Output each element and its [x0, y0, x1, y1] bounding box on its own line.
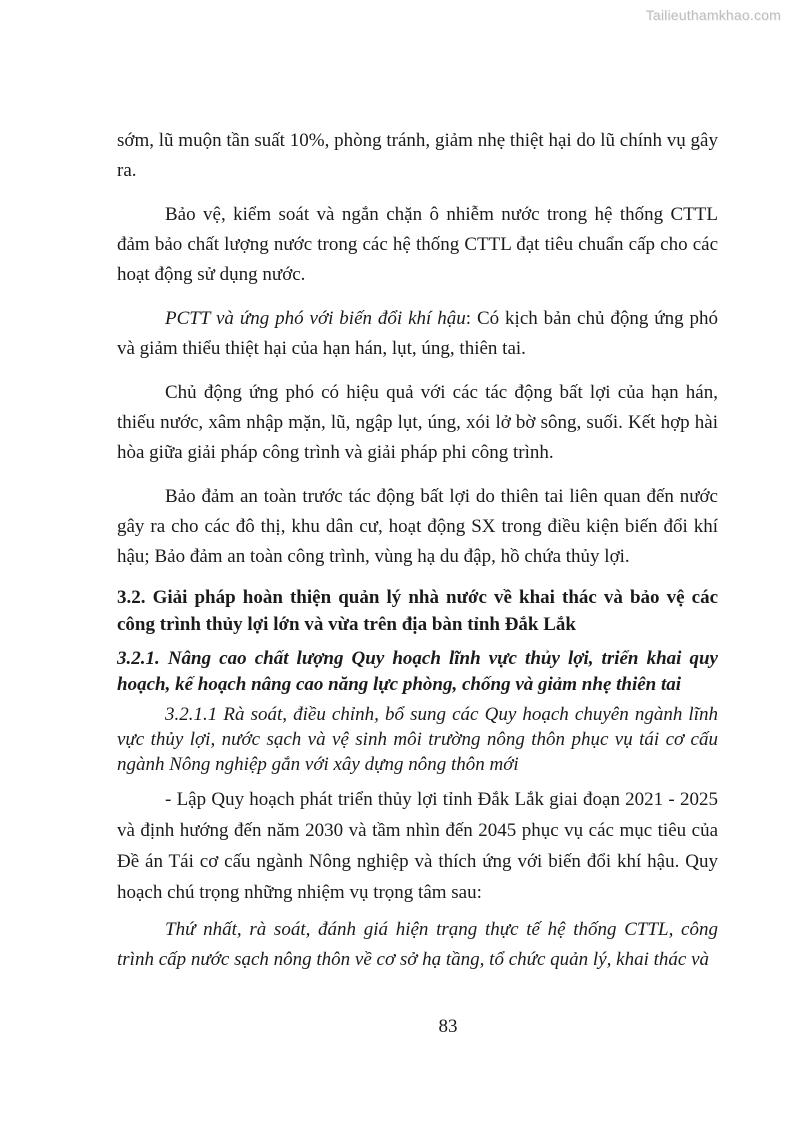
- paragraph-thu-nhat: Thứ nhất, rà soát, đánh giá hiện trạng thực tế hệ thống CTTL, công trình cấp nước sạch nông thôn về cơ sở hạ tầng, tổ chức quản lý, khai thác và: [117, 919, 718, 970]
- site-watermark: Tailieuthamkhao.com: [645, 7, 781, 23]
- paragraph-lap-quy-hoach: - Lập Quy hoạch phát triển thủy lợi tỉnh Đắk Lắk giai đoạn 2021 - 2025 và định hướng đến năm 2030 và tầm nhìn đến 2045 phục vụ các mục tiêu của Đề án Tái cơ cấu ngành Nông nghiệp và thích ứng với biến đổi khí hậu. Quy hoạch chú trọng những nhiệm vụ trọng tâm sau:: [117, 789, 718, 903]
- paragraph-flood-continuation: sớm, lũ muộn tần suất 10%, phòng tránh, giảm nhẹ thiệt hại do lũ chính vụ gây ra.: [117, 130, 718, 181]
- paragraph-pctt-rest: : Có kịch bản chủ động ứng phó và giảm thiểu thiệt hại của hạn hán, lụt, úng, thiên tai.: [117, 308, 719, 359]
- paragraph-safety-assurance: Bảo đảm an toàn trước tác động bất lợi do thiên tai liên quan đến nước gây ra cho các đô thị, khu dân cư, hoạt động SX trong điều kiện biến đổi khí hậu; Bảo đảm an toàn công trình, vùng hạ du đập, hồ chứa thủy lợi.: [117, 486, 718, 567]
- page-content: [117, 126, 718, 975]
- paragraph-proactive-response: Chủ động ứng phó có hiệu quả với các tác động bất lợi của hạn hán, thiếu nước, xâm nhập mặn, lũ, ngập lụt, úng, xói lở bờ sông, suối. Kết hợp hài hòa giữa giải pháp công trình và giải pháp phi công trình.: [117, 382, 718, 463]
- paragraph-water-pollution: Bảo vệ, kiểm soát và ngắn chặn ô nhiễm nước trong hệ thống CTTL đảm bảo chất lượng nước trong các hệ thống CTTL đạt tiêu chuẩn cấp cho các hoạt động sử dụng nước.: [117, 204, 718, 285]
- heading-3-2: 3.2. Giải pháp hoàn thiện quản lý nhà nước về khai thác và bảo vệ các công trình thủy lợi lớn và vừa trên địa bàn tỉnh Đắk Lắk: [117, 587, 718, 635]
- paragraph-3-2-1-1-review-planning: 3.2.1.1 Rà soát, điều chỉnh, bổ sung các Quy hoạch chuyên ngành lĩnh vực thủy lợi, nước sạch và vệ sinh môi trường nông thôn phục vụ tái cơ cấu ngành Nông nghiệp gắn với xây dựng nông thôn mới: [117, 704, 718, 775]
- paragraph-pctt-lead-italic: PCTT và ứng phó với biến đổi khí hậu: [165, 308, 466, 329]
- heading-3-2-1: 3.2.1. Nâng cao chất lượng Quy hoạch lĩnh vực thủy lợi, triển khai quy hoạch, kế hoạch nâng cao năng lực phòng, chống và giảm nhẹ thiên tai: [117, 648, 718, 695]
- paragraph-pctt-climate: [117, 304, 718, 364]
- page-number: 83: [438, 1016, 458, 1037]
